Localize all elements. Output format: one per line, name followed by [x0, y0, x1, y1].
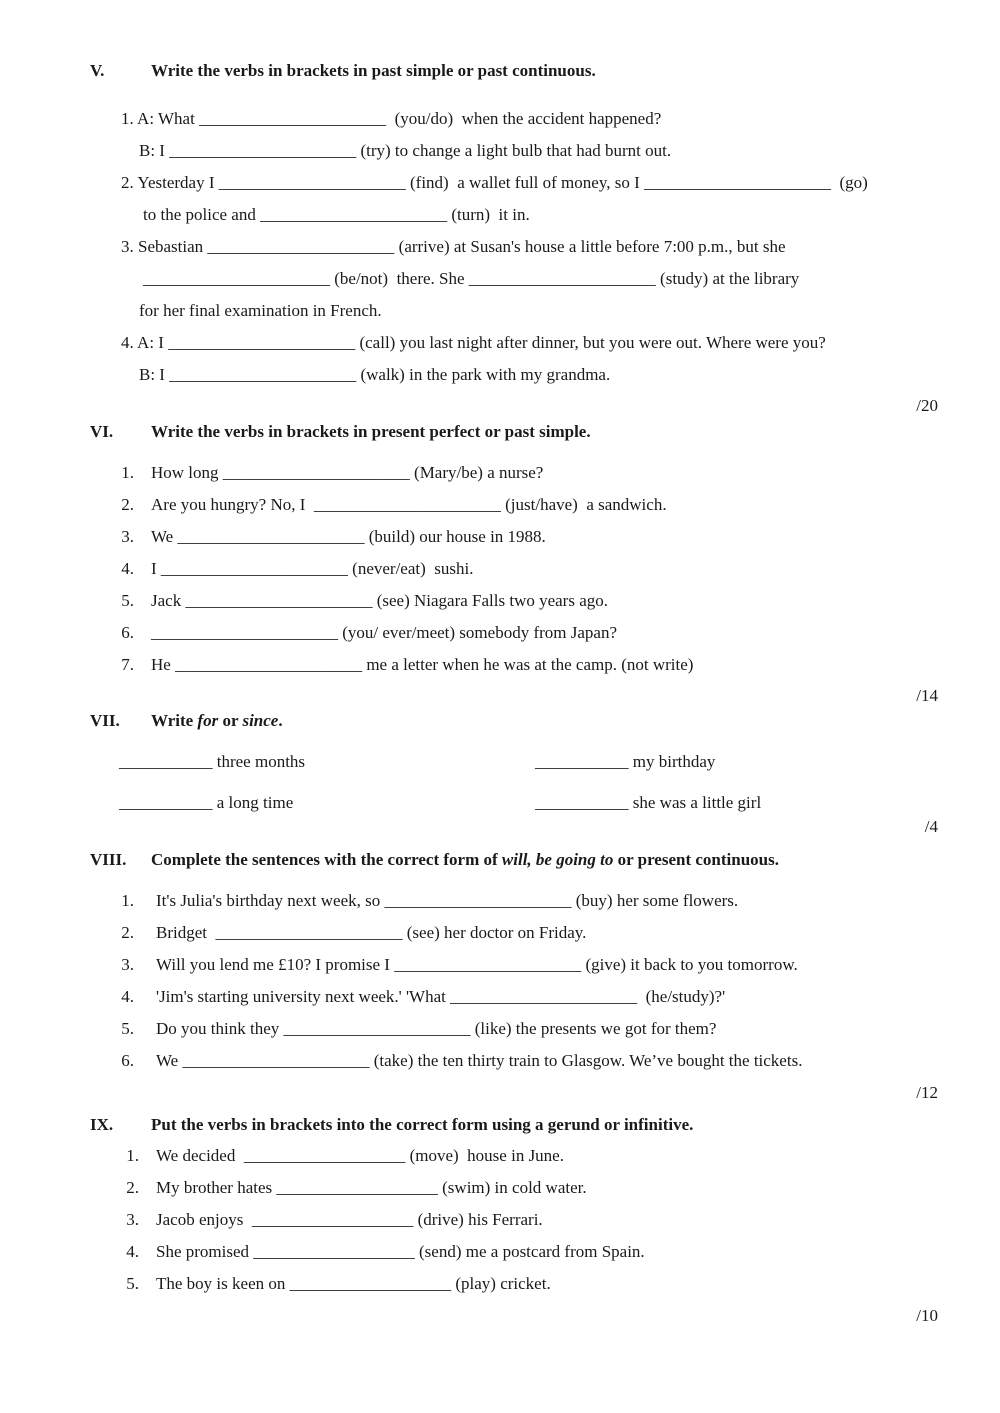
exercise-sentence: She promised ___________________ (send) me a postcard from Spain. — [156, 1242, 645, 1261]
exercise-sentence: It's Julia's birthday next week, so ______________________ (buy) her some flowers. — [156, 891, 739, 910]
exercise-sentence: We decided ___________________ (move) house in June. — [156, 1146, 564, 1165]
exercise-sentence: ______________________ (you/ ever/meet) somebody from Japan? — [151, 623, 617, 642]
section-v-number: V. — [90, 61, 105, 80]
section-vii-number: VII. — [90, 711, 120, 730]
section-viii-number: VIII. — [90, 850, 127, 869]
exercise-sentence: Jack ______________________ (see) Niagara Falls two years ago. — [151, 591, 609, 610]
item-number: 6. — [121, 623, 134, 642]
section-ix-number: IX. — [90, 1115, 114, 1134]
item-number: 2. — [121, 495, 134, 514]
exercise-sentence: We ______________________ (take) the ten thirty train to Glasgow. We’ve bought the tickets. — [156, 1051, 803, 1070]
exercise-sentence: Jacob enjoys ___________________ (drive) his Ferrari. — [156, 1210, 543, 1229]
item-number: 3. — [126, 1210, 139, 1229]
for-since-item-1: ___________ three months — [119, 752, 306, 771]
for-since-item-3: ___________ a long time — [119, 793, 294, 812]
section-vi-number: VI. — [90, 422, 114, 441]
item-number: 3. — [121, 955, 134, 974]
section-viii-title: Complete the sentences with the correct form of will, be going to or present continuous. — [151, 850, 779, 869]
item-number: 1. — [121, 463, 134, 482]
item-number: 5. — [126, 1274, 139, 1293]
exercise-sentence: Bridget ______________________ (see) her doctor on Friday. — [156, 923, 587, 942]
section-viii-score: /12 — [916, 1083, 938, 1102]
exercise-v-2-b: to the police and ______________________ (turn) it in. — [143, 205, 530, 224]
exercise-sentence: How long ______________________ (Mary/be) a nurse? — [151, 463, 544, 482]
item-number: 5. — [121, 591, 134, 610]
section-v-title: Write the verbs in brackets in past simple or past continuous. — [151, 61, 596, 80]
exercise-sentence: I ______________________ (never/eat) sushi. — [151, 559, 474, 578]
section-ix-score: /10 — [916, 1306, 938, 1325]
for-since-item-2: ___________ my birthday — [535, 752, 716, 771]
exercise-v-4-b: B: I ______________________ (walk) in the park with my grandma. — [139, 365, 611, 384]
item-number: 1. — [121, 891, 134, 910]
exercise-sentence: He ______________________ me a letter when he was at the camp. (not write) — [151, 655, 694, 674]
exercise-v-3-b: ______________________ (be/not) there. She ______________________ (study) at the library — [143, 269, 800, 288]
item-number: 2. — [121, 923, 134, 942]
item-number: 4. — [121, 559, 134, 578]
item-number: 4. — [121, 987, 134, 1006]
exercise-v-2-a: 2. Yesterday I ______________________ (find) a wallet full of money, so I ______________________ (go) — [121, 173, 868, 192]
exercise-sentence: Do you think they ______________________ (like) the presents we got for them? — [156, 1019, 717, 1038]
section-vi-score: /14 — [916, 686, 938, 705]
section-vii-title: Write for or since. — [151, 711, 283, 730]
section-ix-title: Put the verbs in brackets into the correct form using a gerund or infinitive. — [151, 1115, 694, 1134]
exercise-sentence: Will you lend me £10? I promise I ______________________ (give) it back to you tomorrow. — [156, 955, 798, 974]
exercise-v-3-c: for her final examination in French. — [139, 301, 382, 320]
item-number: 1. — [126, 1146, 139, 1165]
section-v-score: /20 — [916, 396, 938, 415]
section-vii-score: /4 — [924, 817, 938, 836]
item-number: 5. — [121, 1019, 134, 1038]
exercise-v-1-b: B: I ______________________ (try) to change a light bulb that had burnt out. — [139, 141, 672, 160]
exercise-v-4-a: 4. A: I ______________________ (call) you last night after dinner, but you were out. Where were you? — [121, 333, 826, 352]
exercise-v-3-a: 3. Sebastian ______________________ (arrive) at Susan's house a little before 7:00 p.m., but she — [121, 237, 786, 256]
exercise-v-1-a: 1. A: What ______________________ (you/do) when the accident happened? — [121, 109, 662, 128]
exercise-sentence: My brother hates ___________________ (swim) in cold water. — [156, 1178, 587, 1197]
item-number: 7. — [121, 655, 134, 674]
exercise-sentence: The boy is keen on ___________________ (play) cricket. — [156, 1274, 551, 1293]
item-number: 6. — [121, 1051, 134, 1070]
item-number: 2. — [126, 1178, 139, 1197]
exercise-sentence: We ______________________ (build) our house in 1988. — [151, 527, 546, 546]
item-number: 3. — [121, 527, 134, 546]
item-number: 4. — [126, 1242, 139, 1261]
exercise-sentence: 'Jim's starting university next week.' 'What ______________________ (he/study)?' — [156, 987, 726, 1006]
for-since-item-4: ___________ she was a little girl — [535, 793, 762, 812]
exercise-sentence: Are you hungry? No, I ______________________ (just/have) a sandwich. — [151, 495, 667, 514]
section-vi-title: Write the verbs in brackets in present perfect or past simple. — [151, 422, 591, 441]
